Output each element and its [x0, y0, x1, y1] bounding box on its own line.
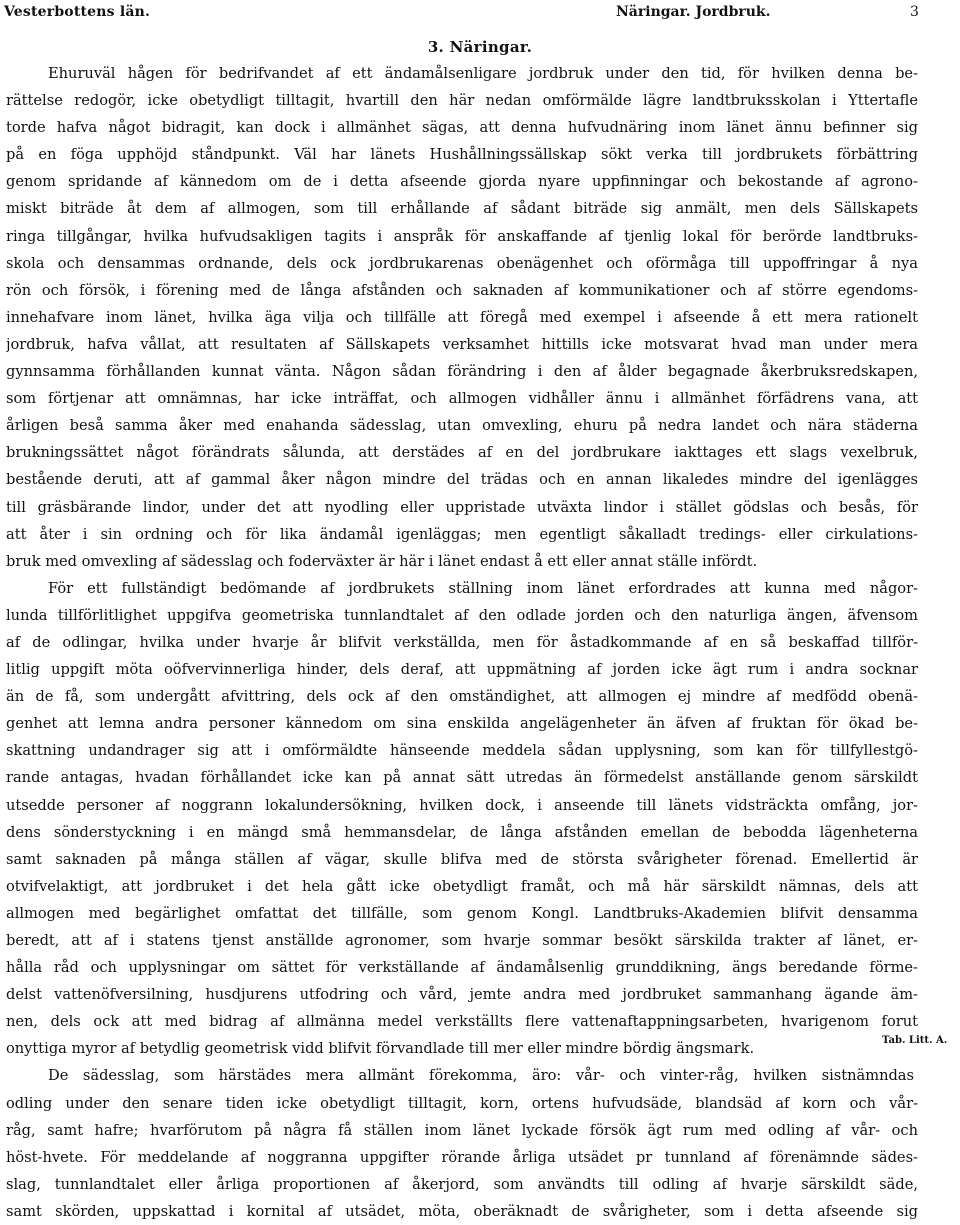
text-line: delst vattenöfversilning, husdjurens utfodring och vård, jemte andra med jordbruket sammanhang ägande äm- — [6, 986, 918, 1004]
text-line: årligen beså samma åker med enahanda sädesslag, utan omvexling, ehuru på nedra landet och nära städerna — [6, 417, 918, 435]
text-line: bestående deruti, att af gammal åker någon mindre del trädas och en annan likaledes mindre del igenlägges — [6, 471, 918, 489]
text-line: genhet att lemna andra personer kännedom om sina enskilda angelägenheter än äfven af fruktan för ökad be- — [6, 715, 918, 733]
text-line: som förtjenar att omnämnas, har icke inträffat, och allmogen vidhåller ännu i allmänhet förfädrens vana, att — [6, 390, 918, 408]
text-line: innehafvare inom länet, hvilka äga vilja och tillfälle att föregå med exempel i afseende å ett mera rationelt — [6, 308, 918, 326]
text-line: De sädesslag, som härstädes mera allmänt förekomma, äro: vår- och vinter-råg, hvilken sistnämndas — [48, 1067, 914, 1085]
text-line: nen, dels ock att med bidrag af allmänna medel verkställts flere vattenaftappningsarbeten, hvarigenom forut — [6, 1013, 918, 1031]
text-line: lunda tillförlitlighet uppgifva geometriska tunnlandtalet af den odlade jorden och den naturliga ängen, äfvensom — [6, 606, 918, 624]
text-line: råg, samt hafre; hvarförutom på några få ställen inom länet lyckade försök ägt rum med odling af vår- och — [6, 1121, 918, 1139]
text-line: rättelse redogör, icke obetydligt tilltagit, hvartill den här nedan omförmälde lägre landtbruksskolan i Yttertafle — [6, 92, 918, 110]
text-line: genom spridande af kännedom om de i detta afseende gjorda nyare uppfinningar och bekostande af agrono- — [6, 173, 918, 191]
page-number: 3 — [910, 4, 919, 20]
text-line: till gräsbärande lindor, under det att nyodling eller uppristade utväxta lindor i stället gödslas och besås, för — [6, 498, 918, 516]
body-text — [6, 60, 918, 1225]
text-line: Ehuruväl hågen för bedrifvandet af ett ändamålsenligare jordbruk under den tid, för hvilken denna be- — [48, 65, 918, 82]
text-line: höst-hvete. För meddelande af noggranna uppgifter rörande årliga utsädet pr tunnland af förenämnde sädes- — [6, 1148, 918, 1166]
running-header — [4, 4, 924, 26]
text-line: miskt biträde åt dem af allmogen, som till erhållande af sådant biträde sig anmält, men dels Sällskapets — [6, 200, 918, 218]
text-line: af de odlingar, hvilka under hvarje år blifvit verkställda, men för åstadkommande af en så beskaffad tillför- — [6, 633, 918, 651]
text-line: än de få, som undergått afvittring, dels ock af den omständighet, att allmogen ej mindre af medfödd obenä- — [6, 688, 918, 706]
text-line: slag, tunnlandtalet eller årliga proportionen af åkerjord, som användts till odling af hvarje särskildt säde, — [6, 1175, 918, 1193]
text-line: hålla råd och upplysningar om sättet för verkställande af ändamålsenlig grunddikning, ängs beredande förme- — [6, 959, 918, 977]
text-line: beredt, att af i statens tjenst anställde agronomer, som hvarje sommar besökt särskilda trakter af länet, er- — [6, 932, 918, 949]
text-line: jordbruk, hafva vållat, att resultaten af Sällskapets verksamhet hittills icke motsvarat hvad man under mera — [6, 335, 918, 353]
text-line: skattning undandrager sig att i omförmäldte hänseende meddela sådan upplysning, som kan för tillfyllestgö- — [6, 742, 918, 760]
text-line: rande antagas, hvadan förhållandet icke kan på annat sätt utredas än förmedelst anställande genom särskildt — [6, 769, 918, 787]
text-line: utsedde personer af noggrann lokalundersökning, hvilken dock, i anseende till länets vidsträckta omfång, jor- — [6, 796, 918, 814]
text-line: onyttiga myror af betydlig geometrisk vidd blifvit förvandlade till mer eller mindre bördig ängsmark. — [6, 1040, 755, 1058]
text-line: odling under den senare tiden icke obetydligt tilltagit, korn, ortens hufvudsäde, blandsäd af korn och vår- — [6, 1094, 918, 1112]
text-line: skola och densammas ordnande, dels ock jordbrukarenas obenägenhet och oförmåga till uppoffringar å nya — [6, 254, 918, 272]
header-region: Vesterbottens län. — [4, 4, 151, 20]
text-line: torde hafva något bidragit, kan dock i allmänhet sägas, att denna hufvudnäring inom länet ännu befinner sig — [6, 119, 918, 137]
section-title: 3. Näringar. — [427, 38, 533, 56]
text-line: samt skörden, uppskattad i kornital af utsädet, möta, oberäknadt de svårigheter, som i detta afseende sig — [6, 1202, 918, 1220]
text-line: För ett fullständigt bedömande af jordbrukets ställning inom länet erfordrades att kunna med någor- — [48, 579, 918, 597]
text-line: rön och försök, i förening med de långa afstånden och saknaden af kommunikationer och af större egendoms- — [6, 281, 918, 299]
text-line: otvifvelaktigt, att jordbruket i det hela gått icke obetydligt framåt, och må här särskildt nämnas, dels att — [6, 877, 918, 895]
text-line: brukningssättet något förändrats sålunda, att derstädes af en del jordbrukare iakttages ett slags vexelbruk, — [6, 444, 918, 462]
text-line: litlig uppgift möta oöfvervinnerliga hinder, dels deraf, att uppmätning af jorden icke ägt rum i andra socknar — [6, 661, 918, 679]
header-section: Näringar. Jordbruk. — [616, 4, 771, 20]
text-line: dens sönderstyckning i en mängd små hemmansdelar, de långa afstånden emellan de bebodda lägenheterna — [6, 823, 918, 841]
text-line: bruk med omvexling af sädesslag och foderväxter är här i länet endast å ett eller annat ställe infördt. — [6, 552, 758, 570]
text-line: att åter i sin ordning och för lika ändamål igenläggas; men egentligt såkalladt tredings- eller cirkulations- — [6, 525, 918, 543]
margin-note: Tab. Litt. A. — [882, 1035, 948, 1046]
text-line: ringa tillgångar, hvilka hufvudsakligen tagits i anspråk för anskaffande af tjenlig lokal för berörde landtbruks- — [6, 227, 918, 245]
text-line: allmogen med begärlighet omfattat det tillfälle, som genom Kongl. Landtbruks-Akademien blifvit densamma — [6, 904, 918, 922]
text-line: gynnsamma förhållanden kunnat vänta. Någon sådan förändring i den af ålder begagnade åkerbruksredskapen, — [6, 363, 918, 381]
text-line: på en föga upphöjd ståndpunkt. Väl har länets Hushållningssällskap sökt verka till jordbrukets förbättring — [6, 146, 918, 164]
text-line: samt saknaden på många ställen af vägar, skulle blifva med de största svårigheter förenad. Emellertid är — [6, 850, 918, 868]
